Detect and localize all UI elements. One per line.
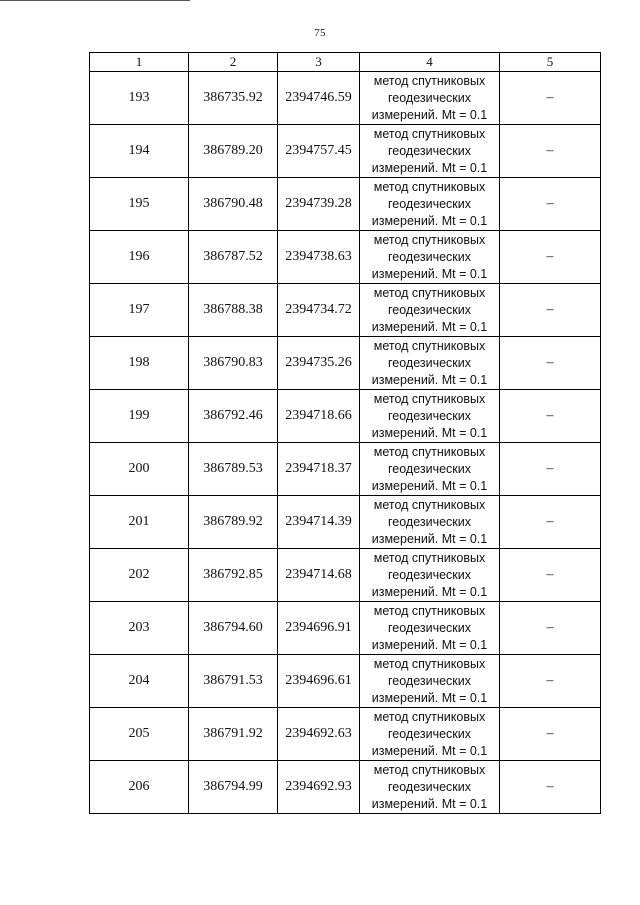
method-text-line: измерений. Mt = 0.1 [371,213,488,228]
point-number-cell: 205 [90,708,189,761]
y-coordinate-cell: 2394746.59 [278,72,360,125]
note-cell: – [500,549,601,602]
method-text-line: геодезических [387,90,471,105]
y-coordinate-cell: 2394718.66 [278,390,360,443]
note-cell: – [500,178,601,231]
table-row [90,655,601,708]
note-cell: – [500,496,601,549]
x-coordinate-cell: 386787.52 [189,231,278,284]
y-coordinate-cell: 2394757.45 [278,125,360,178]
method-cell [360,390,500,443]
point-number-cell: 204 [90,655,189,708]
method-text-line: метод спутниковых [373,497,486,512]
method-text-line: измерений. Mt = 0.1 [371,425,488,440]
table-row [90,390,601,443]
x-coordinate-cell: 386794.60 [189,602,278,655]
y-coordinate-cell: 2394696.61 [278,655,360,708]
method-cell [360,231,500,284]
method-text-line: измерений. Mt = 0.1 [371,478,488,493]
method-cell [360,443,500,496]
method-text-line: измерений. Mt = 0.1 [371,743,488,758]
method-cell [360,496,500,549]
method-text-line: метод спутниковых [373,179,486,194]
note-cell: – [500,284,601,337]
x-coordinate-cell: 386792.46 [189,390,278,443]
method-text-line: метод спутниковых [373,709,486,724]
table-row [90,284,601,337]
coordinates-table [89,52,601,814]
column-header-5: 5 [500,53,601,72]
column-header-3: 3 [278,53,360,72]
method-text-line: измерений. Mt = 0.1 [371,107,488,122]
method-text-line: метод спутниковых [373,391,486,406]
y-coordinate-cell: 2394739.28 [278,178,360,231]
x-coordinate-cell: 386789.92 [189,496,278,549]
note-cell: – [500,337,601,390]
point-number-cell: 202 [90,549,189,602]
method-text-line: метод спутниковых [373,444,486,459]
point-number-cell: 193 [90,72,189,125]
table-row [90,337,601,390]
method-cell [360,602,500,655]
x-coordinate-cell: 386735.92 [189,72,278,125]
column-header-4: 4 [360,53,500,72]
method-text-line: геодезических [387,620,471,635]
note-cell: – [500,655,601,708]
point-number-cell: 203 [90,602,189,655]
point-number-cell: 196 [90,231,189,284]
top-rule [0,0,190,1]
y-coordinate-cell: 2394692.93 [278,761,360,814]
table-body [90,72,601,814]
point-number-cell: 201 [90,496,189,549]
method-text-line: геодезических [387,302,471,317]
method-text-line: геодезических [387,249,471,264]
x-coordinate-cell: 386794.99 [189,761,278,814]
point-number-cell: 206 [90,761,189,814]
table-row [90,443,601,496]
x-coordinate-cell: 386790.83 [189,337,278,390]
point-number-cell: 199 [90,390,189,443]
y-coordinate-cell: 2394738.63 [278,231,360,284]
point-number-cell: 198 [90,337,189,390]
table-row [90,178,601,231]
point-number-cell: 197 [90,284,189,337]
x-coordinate-cell: 386788.38 [189,284,278,337]
method-text-line: измерений. Mt = 0.1 [371,690,488,705]
page-number: 75 [314,27,326,39]
table-row [90,549,601,602]
column-header-1: 1 [90,53,189,72]
table-row [90,125,601,178]
method-text-line: метод спутниковых [373,656,486,671]
method-cell [360,178,500,231]
method-text-line: геодезических [387,461,471,476]
method-text-line: геодезических [387,408,471,423]
point-number-cell: 194 [90,125,189,178]
column-header-2: 2 [189,53,278,72]
method-text-line: измерений. Mt = 0.1 [371,584,488,599]
method-text-line: геодезических [387,673,471,688]
method-text-line: измерений. Mt = 0.1 [371,160,488,175]
note-cell: – [500,761,601,814]
table-row [90,761,601,814]
table-row [90,72,601,125]
method-text-line: измерений. Mt = 0.1 [371,637,488,652]
note-cell: – [500,390,601,443]
method-text-line: измерений. Mt = 0.1 [371,796,488,811]
method-cell [360,337,500,390]
method-text-line: метод спутниковых [373,762,486,777]
y-coordinate-cell: 2394692.63 [278,708,360,761]
y-coordinate-cell: 2394714.68 [278,549,360,602]
method-text-line: метод спутниковых [373,73,486,88]
y-coordinate-cell: 2394718.37 [278,443,360,496]
y-coordinate-cell: 2394735.26 [278,337,360,390]
method-cell [360,655,500,708]
method-cell [360,761,500,814]
method-cell [360,708,500,761]
x-coordinate-cell: 386790.48 [189,178,278,231]
method-cell [360,125,500,178]
y-coordinate-cell: 2394734.72 [278,284,360,337]
table-row [90,496,601,549]
x-coordinate-cell: 386792.85 [189,549,278,602]
y-coordinate-cell: 2394696.91 [278,602,360,655]
table-header-row [90,53,601,72]
x-coordinate-cell: 386791.53 [189,655,278,708]
y-coordinate-cell: 2394714.39 [278,496,360,549]
point-number-cell: 200 [90,443,189,496]
method-text-line: метод спутниковых [373,338,486,353]
note-cell: – [500,602,601,655]
table-row [90,231,601,284]
x-coordinate-cell: 386789.20 [189,125,278,178]
note-cell: – [500,231,601,284]
note-cell: – [500,125,601,178]
method-text-line: геодезических [387,567,471,582]
table-row [90,708,601,761]
table-row [90,602,601,655]
x-coordinate-cell: 386791.92 [189,708,278,761]
note-cell: – [500,72,601,125]
method-text-line: геодезических [387,726,471,741]
method-text-line: измерений. Mt = 0.1 [371,531,488,546]
method-cell [360,549,500,602]
method-text-line: метод спутниковых [373,285,486,300]
method-text-line: метод спутниковых [373,126,486,141]
method-text-line: измерений. Mt = 0.1 [371,372,488,387]
note-cell: – [500,443,601,496]
method-text-line: метод спутниковых [373,603,486,618]
method-text-line: геодезических [387,196,471,211]
method-text-line: геодезических [387,779,471,794]
x-coordinate-cell: 386789.53 [189,443,278,496]
method-text-line: измерений. Mt = 0.1 [371,266,488,281]
note-cell: – [500,708,601,761]
method-cell [360,284,500,337]
method-text-line: геодезических [387,514,471,529]
method-text-line: измерений. Mt = 0.1 [371,319,488,334]
point-number-cell: 195 [90,178,189,231]
method-cell [360,72,500,125]
method-text-line: геодезических [387,355,471,370]
method-text-line: метод спутниковых [373,232,486,247]
method-text-line: геодезических [387,143,471,158]
method-text-line: метод спутниковых [373,550,486,565]
